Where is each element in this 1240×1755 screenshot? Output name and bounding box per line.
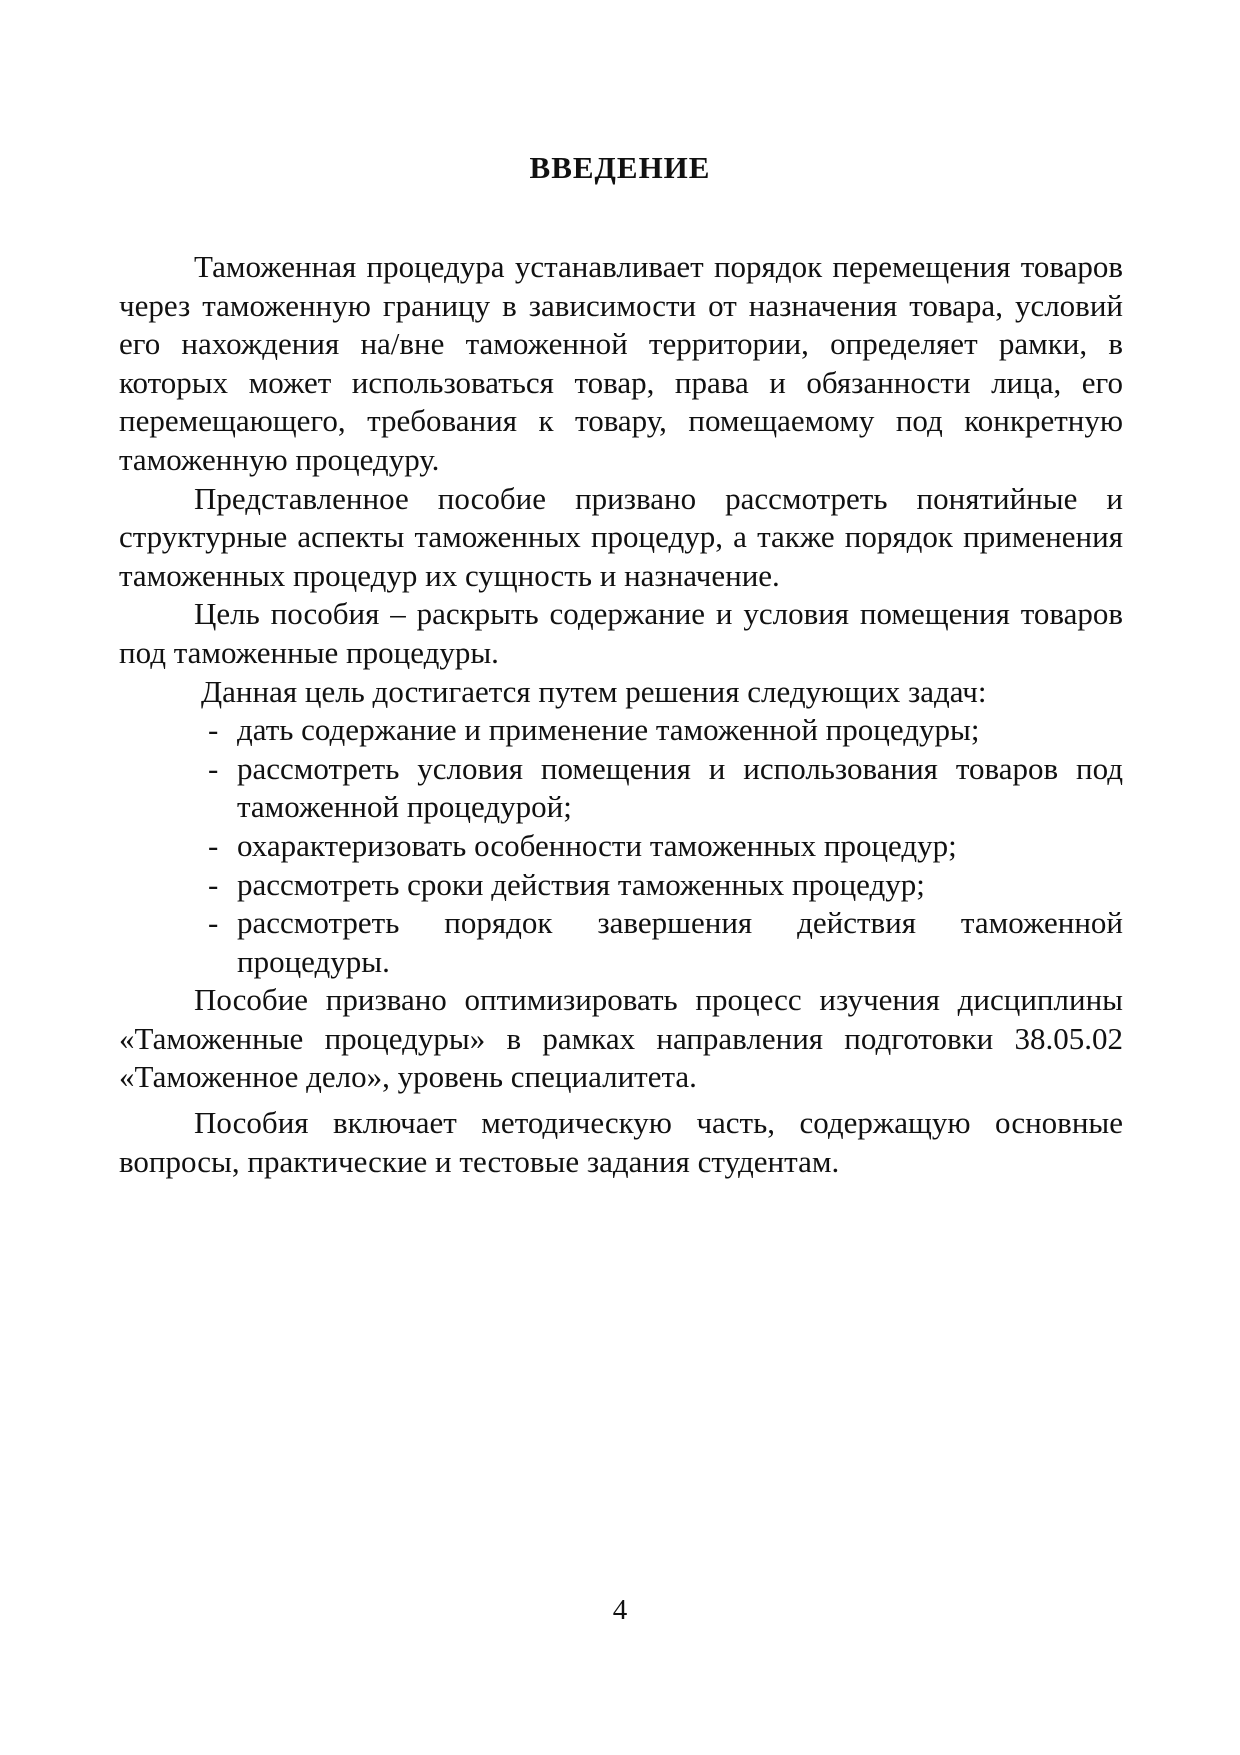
page-heading: ВВЕДЕНИЕ bbox=[529, 150, 711, 185]
task-dash: - bbox=[208, 750, 219, 786]
paragraph-gap bbox=[119, 1097, 1123, 1104]
task-item-1 bbox=[208, 711, 1123, 750]
paragraph-discipline: Пособие призвано оптимизировать процесс изучения дисциплины «Таможенные процедуры» в рамках направления подготовки 38.05.02 «Таможенное дело», уровень специалитета. bbox=[119, 982, 1123, 1095]
task-list bbox=[119, 711, 1123, 981]
page-number: 4 bbox=[612, 1594, 628, 1626]
task-dash: - bbox=[208, 905, 219, 941]
task-dash: - bbox=[208, 712, 219, 748]
task-text: рассмотреть порядок завершения действия таможенной процедуры. bbox=[237, 905, 1123, 979]
paragraph-manual-goal: Цель пособия – раскрыть содержание и условия помещения товаров под таможенные процедуры. bbox=[119, 596, 1123, 670]
task-item-3 bbox=[208, 827, 1123, 866]
task-text: рассмотреть сроки действия таможенных процедур; bbox=[237, 866, 925, 902]
task-text: рассмотреть условия помещения и использования товаров под таможенной процедурой; bbox=[237, 750, 1123, 825]
task-item-5 bbox=[208, 904, 1123, 981]
body-text bbox=[119, 248, 1123, 1181]
task-dash: - bbox=[208, 866, 219, 902]
task-item-2 bbox=[208, 750, 1123, 827]
paragraph-tasks-intro: Данная цель достигается путем решения следующих задач: bbox=[201, 673, 987, 709]
task-item-4 bbox=[208, 866, 1123, 905]
paragraph-customs-procedure: Таможенная процедура устанавливает порядок перемещения товаров через таможенную границу в зависимости от назначения товара, условий его нахождения на/вне таможенной территории, определяет рамки, в которых может использоваться товар, права и обязанности лица, его перемещающего, требования к товару, помещаемому под конкретную таможенную процедуру. bbox=[119, 249, 1123, 477]
paragraph-manual-purpose: Представленное пособие призвано рассмотреть понятийные и структурные аспекты таможенных процедур, а также порядок применения таможенных процедур их сущность и назначение. bbox=[119, 480, 1123, 593]
task-text: охарактеризовать особенности таможенных процедур; bbox=[237, 827, 957, 863]
task-dash: - bbox=[208, 827, 219, 863]
paragraph-contents: Пособия включает методическую часть, содержащую основные вопросы, практические и тестовые задания студентам. bbox=[119, 1105, 1123, 1179]
task-text: дать содержание и применение таможенной процедуры; bbox=[237, 712, 980, 748]
